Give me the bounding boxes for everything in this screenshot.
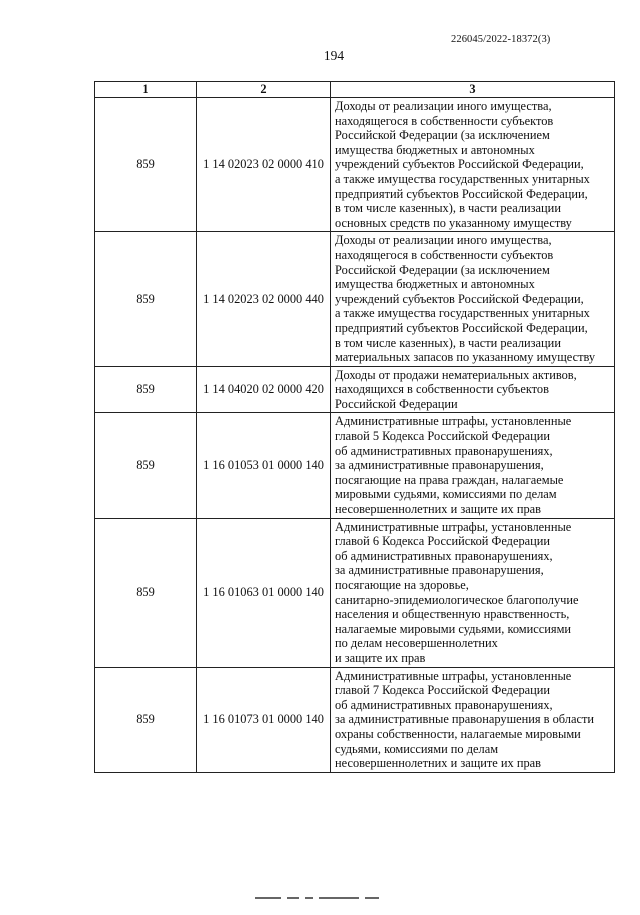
table-row <box>95 232 615 366</box>
table-row <box>95 98 615 232</box>
description-line: санитарно-эпидемиологическое благополучие <box>335 592 579 607</box>
footer-scan-mark <box>255 897 405 901</box>
description-line: Доходы от реализации иного имущества, <box>335 99 552 113</box>
administrator-code-cell: 859 <box>95 413 197 518</box>
description-line: Российской Федерации (за исключением <box>335 128 550 143</box>
administrator-code-cell: 859 <box>95 518 197 667</box>
description-line: главой 7 Кодекса Российской Федерации <box>335 683 551 698</box>
description-line: главой 5 Кодекса Российской Федерации <box>335 429 551 444</box>
column-header-3: 3 <box>331 82 615 98</box>
description-line: посягающие на права граждан, налагаемые <box>335 472 564 487</box>
description-line: посягающие на здоровье, <box>335 578 469 592</box>
table-header-row <box>95 82 615 98</box>
description-line: главой 6 Кодекса Российской Федерации <box>335 534 551 549</box>
revenue-description-cell <box>331 667 615 772</box>
description-line: а также имущества государственных унитарных <box>335 171 590 186</box>
document-number: 226045/2022-18372(3) <box>451 34 551 45</box>
description-line: находящихся в собственности субъектов <box>335 382 549 397</box>
description-line: Административные штрафы, установленные <box>335 414 572 429</box>
description-line: основных средств по указанному имуществу <box>335 215 572 230</box>
revenue-description-cell <box>331 232 615 366</box>
revenue-description-cell <box>331 366 615 413</box>
table-row <box>95 518 615 667</box>
description-line: об административных правонарушениях, <box>335 443 553 458</box>
description-line: находящегося в собственности субъектов <box>335 247 554 262</box>
description-line: находящегося в собственности субъектов <box>335 113 554 128</box>
revenue-code-cell: 1 14 04020 02 0000 420 <box>197 366 331 413</box>
description-line: Российской Федерации <box>335 396 458 411</box>
description-line: предприятий субъектов Российской Федерации, <box>335 186 588 201</box>
table-row <box>95 667 615 772</box>
description-line: имущества бюджетных и автономных <box>335 142 535 157</box>
page-number: 194 <box>323 48 345 63</box>
description-line: по делам несовершеннолетних <box>335 636 498 651</box>
description-line: за административные правонарушения, <box>335 563 544 578</box>
revenue-code-cell: 1 16 01053 01 0000 140 <box>197 413 331 518</box>
administrator-code-cell: 859 <box>95 232 197 366</box>
description-line: несовершеннолетних и защите их прав <box>335 502 542 517</box>
description-line: об административных правонарушениях, <box>335 697 553 712</box>
description-line: и защите их прав <box>335 650 426 665</box>
description-line: несовершеннолетних и защите их прав <box>335 756 542 771</box>
description-line: учреждений субъектов Российской Федерации, <box>335 157 584 172</box>
table-row <box>95 366 615 413</box>
description-line: Российской Федерации (за исключением <box>335 262 550 277</box>
administrator-code-cell: 859 <box>95 667 197 772</box>
description-line: имущества бюджетных и автономных <box>335 277 535 292</box>
revenue-description-cell <box>331 518 615 667</box>
revenue-description-cell <box>331 413 615 518</box>
description-line: за административные правонарушения в области <box>335 712 595 727</box>
description-line: предприятий субъектов Российской Федерации, <box>335 320 588 335</box>
description-line: мировыми судьями, комиссиями по делам <box>335 487 557 502</box>
description-line: учреждений субъектов Российской Федерации, <box>335 291 584 306</box>
description-line: населения и общественную нравственность, <box>335 607 570 622</box>
description-line: Доходы от реализации иного имущества, <box>335 233 552 248</box>
revenue-code-cell: 1 14 02023 02 0000 410 <box>197 98 331 232</box>
description-line: Административные штрафы, установленные <box>335 519 572 534</box>
administrator-code-cell: 859 <box>95 98 197 232</box>
revenue-code-cell: 1 16 01073 01 0000 140 <box>197 667 331 772</box>
column-header-1: 1 <box>95 82 197 98</box>
description-line: в том числе казенных), в части реализации <box>335 201 561 216</box>
column-header-2: 2 <box>197 82 331 98</box>
description-line: Административные штрафы, установленные <box>335 668 572 683</box>
description-line: в том числе казенных), в части реализации <box>335 335 561 350</box>
description-line: судьями, комиссиями по делам <box>335 741 499 756</box>
description-line: за административные правонарушения, <box>335 458 544 473</box>
revenue-description-cell <box>331 98 615 232</box>
administrator-code-cell: 859 <box>95 366 197 413</box>
description-line: охраны собственности, налагаемые мировыми <box>335 726 581 741</box>
description-line: налагаемые мировыми судьями, комиссиями <box>335 621 572 636</box>
description-line: материальных запасов по указанному имуществу <box>335 350 596 365</box>
table-row <box>95 413 615 518</box>
revenue-code-cell: 1 14 02023 02 0000 440 <box>197 232 331 366</box>
description-line: а также имущества государственных унитарных <box>335 306 590 321</box>
description-line: Доходы от продажи нематериальных активов, <box>335 367 577 382</box>
description-line: об административных правонарушениях, <box>335 548 553 563</box>
revenue-code-cell: 1 16 01063 01 0000 140 <box>197 518 331 667</box>
budget-codes-table <box>94 81 615 773</box>
